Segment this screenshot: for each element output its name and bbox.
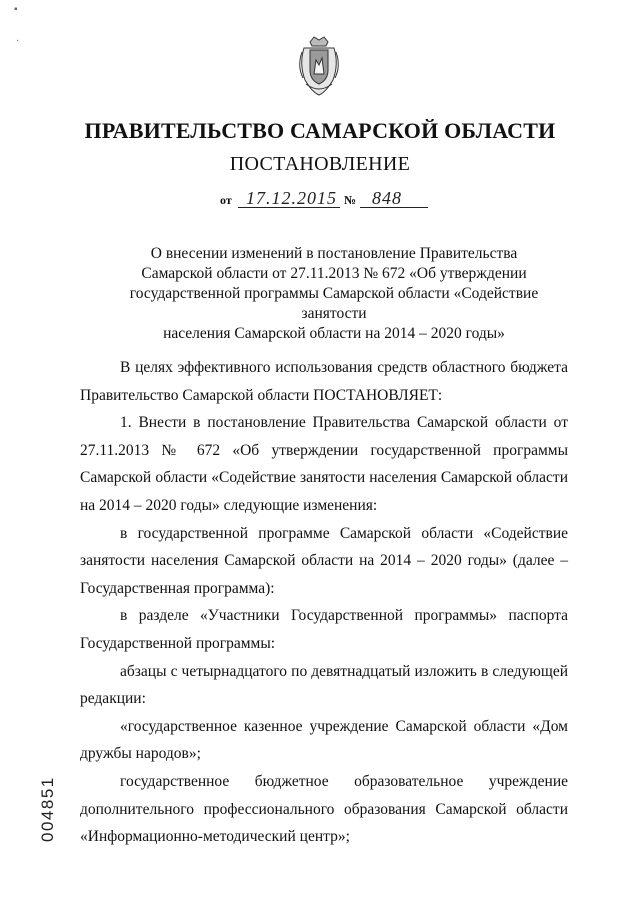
number-sign: № xyxy=(344,193,357,207)
body-paragraph: государственное бюджетное образовательное учреждение дополнительного профессионального образования Самарской области «Информационно-методический центр»; xyxy=(80,772,568,846)
body-paragraph: «государственное казенное учреждение Самарской области «Дом дружбы народов»; xyxy=(80,717,568,763)
government-title: ПРАВИТЕЛЬСТВО САМАРСКОЙ ОБЛАСТИ xyxy=(84,118,556,143)
scan-mark: ▪ xyxy=(14,4,18,15)
body-paragraph: 1. Внести в постановление Правительства Самарской области от 27.11.2013 № 672 «Об утверждении государственной программы Самарской области «Содействие занятости населения Самарской области на 2014 – 2020 годы» следующие изменения: xyxy=(80,414,568,514)
subject-line: Самарской области от 27.11.2013 № 672 «Об утверждении xyxy=(141,265,527,282)
handwritten-number: 848 xyxy=(372,188,402,208)
document-subject xyxy=(96,244,572,344)
coat-of-arms-emblem xyxy=(296,34,342,98)
body-paragraph: абзацы с четырнадцатого по девятнадцатый изложить в следующей редакции: xyxy=(80,662,568,708)
document-body xyxy=(80,354,568,851)
scan-mark: · xyxy=(16,36,20,47)
handwritten-date: 17.12.2015 xyxy=(246,188,337,208)
document-serial-number: 004851 xyxy=(38,776,57,842)
date-prefix: от xyxy=(220,193,232,207)
subject-line: населения Самарской области на 2014 – 2020 годы» xyxy=(163,325,505,342)
body-paragraph: в разделе «Участники Государственной программы» паспорта Государственной программы: xyxy=(80,607,568,652)
body-paragraph: в государственной программе Самарской области «Содействие занятости населения Самарской области на 2014 – 2020 годы» (далее – Государственная программа): xyxy=(80,524,568,597)
registration-line xyxy=(220,186,440,212)
subject-line: государственной программы Самарской области «Содействие занятости xyxy=(129,285,539,322)
document-type: ПОСТАНОВЛЕНИЕ xyxy=(229,153,411,175)
body-paragraph: В целях эффективного использования средств областного бюджета Правительство Самарской области ПОСТАНОВЛЯЕТ: xyxy=(80,359,568,404)
subject-line: О внесении изменений в постановление Правительства xyxy=(150,245,518,262)
